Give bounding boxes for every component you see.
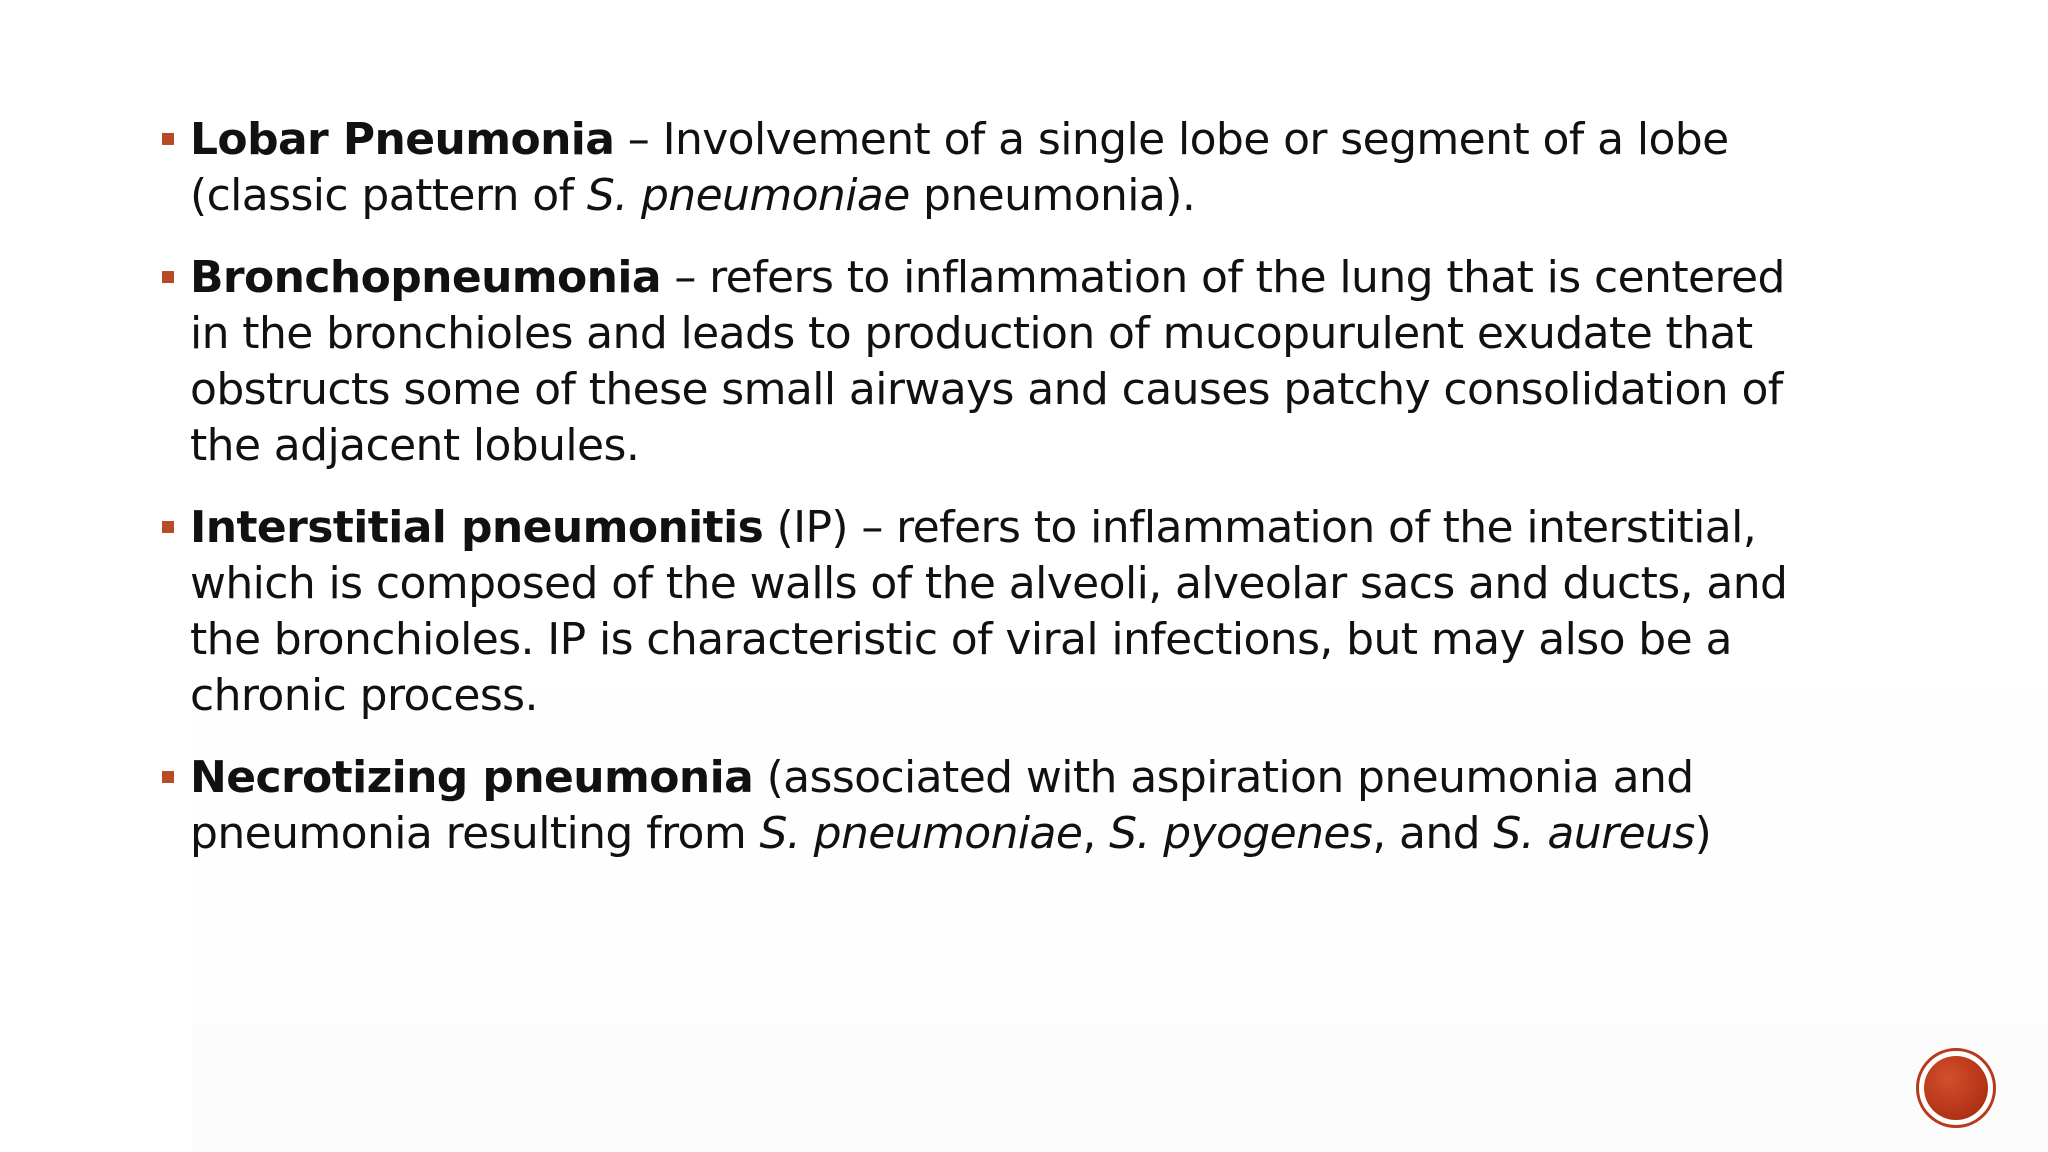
bullet-text: , xyxy=(1082,808,1110,859)
bullet-text: (IP) – refers to inflammation of the interstitial, which is composed of the walls of the alveoli, alveolar sacs and ducts, and the bronchioles. IP is characteristic of viral infections, but may also be a chronic process. xyxy=(190,502,1788,721)
species-name: S. pneumoniae xyxy=(759,808,1083,859)
species-name: S. pneumoniae xyxy=(586,170,910,221)
bullet-text: pneumonia). xyxy=(909,170,1196,221)
bullet-necrotizing-pneumonia xyxy=(158,750,1818,862)
square-bullet-icon xyxy=(162,771,174,783)
bullet-list xyxy=(158,112,1818,888)
bullet-text: ) xyxy=(1694,808,1712,859)
circle-button-icon xyxy=(1924,1056,1988,1120)
square-bullet-icon xyxy=(162,133,174,145)
bullet-text: – Involvement of a single lobe or segment of a lobe (classic pattern of xyxy=(190,114,1729,221)
bullet-term: Bronchopneumonia xyxy=(190,252,661,303)
bullet-interstitial-pneumonitis xyxy=(158,500,1818,724)
species-name: S. aureus xyxy=(1493,808,1695,859)
slide-nav-button[interactable] xyxy=(1916,1048,1996,1128)
species-name: S. pyogenes xyxy=(1109,808,1373,859)
bullet-term: Necrotizing pneumonia xyxy=(190,752,754,803)
bullet-bronchopneumonia xyxy=(158,250,1818,474)
bullet-term: Interstitial pneumonitis xyxy=(190,502,764,553)
bullet-lobar-pneumonia xyxy=(158,112,1818,224)
bullet-text: – refers to inflammation of the lung that is centered in the bronchioles and leads to production of mucopurulent exudate that obstructs some of these small airways and causes patchy consolidation of the adjacent lobules. xyxy=(190,252,1785,471)
square-bullet-icon xyxy=(162,271,174,283)
square-bullet-icon xyxy=(162,521,174,533)
bullet-text: , and xyxy=(1372,808,1494,859)
bullet-term: Lobar Pneumonia xyxy=(190,114,615,165)
bullet-text: (associated with aspiration pneumonia and pneumonia resulting from xyxy=(190,752,1694,859)
